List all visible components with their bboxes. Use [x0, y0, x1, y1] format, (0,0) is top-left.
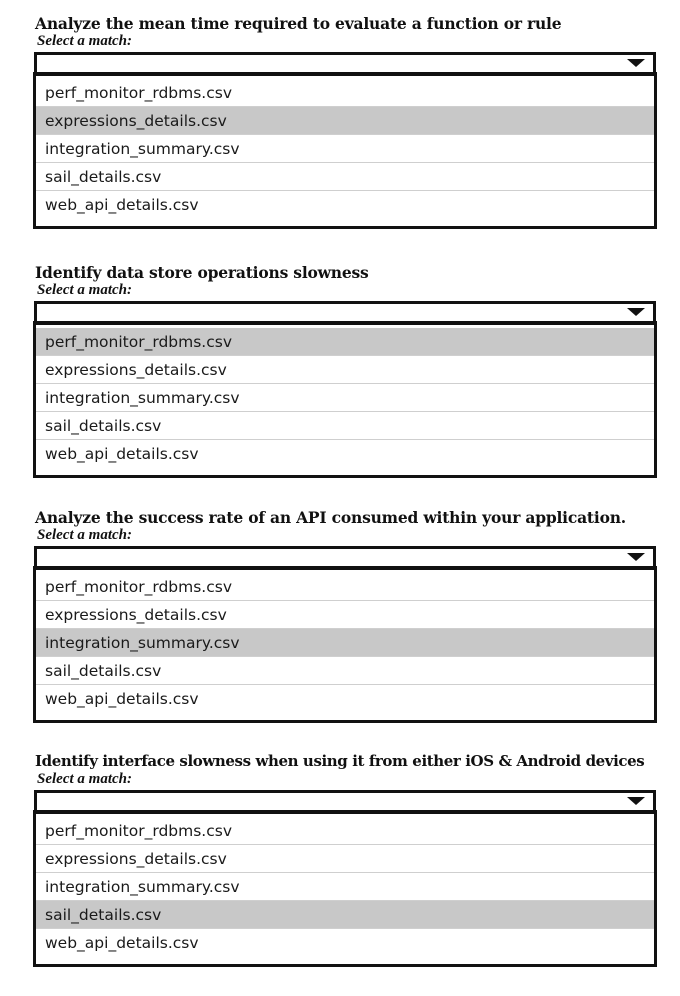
option-expressions-details[interactable]: expressions_details.csv	[36, 845, 654, 873]
options-list	[33, 321, 657, 478]
option-integration-summary[interactable]: integration_summary.csv	[36, 384, 654, 412]
chevron-down-icon[interactable]	[627, 797, 645, 805]
select-match-label: Select a match:	[37, 33, 132, 49]
option-sail-details[interactable]: sail_details.csv	[36, 901, 654, 929]
option-sail-details[interactable]: sail_details.csv	[36, 657, 654, 685]
option-web-api-details[interactable]: web_api_details.csv	[45, 690, 199, 708]
option-web-api-details[interactable]: web_api_details.csv	[45, 196, 199, 214]
option-perf-monitor-rdbms[interactable]: perf_monitor_rdbms.csv	[36, 328, 654, 356]
select-match-label: Select a match:	[37, 771, 132, 787]
options-list	[33, 566, 657, 723]
option-sail-details[interactable]: sail_details.csv	[36, 412, 654, 440]
option-integration-summary[interactable]: integration_summary.csv	[36, 135, 654, 163]
option-expressions-details[interactable]: expressions_details.csv	[36, 107, 654, 135]
chevron-down-icon[interactable]	[627, 553, 645, 561]
select-match-label: Select a match:	[37, 282, 132, 298]
question-title: Analyze the success rate of an API consumed within your application.	[35, 508, 626, 527]
option-perf-monitor-rdbms[interactable]: perf_monitor_rdbms.csv	[36, 817, 654, 845]
option-expressions-details[interactable]: expressions_details.csv	[36, 601, 654, 629]
option-web-api-details[interactable]: web_api_details.csv	[45, 445, 199, 463]
option-sail-details[interactable]: sail_details.csv	[36, 163, 654, 191]
option-expressions-details[interactable]: expressions_details.csv	[36, 356, 654, 384]
question-title: Identify interface slowness when using it from either iOS & Android devices	[35, 752, 645, 770]
option-integration-summary[interactable]: integration_summary.csv	[36, 873, 654, 901]
options-list	[33, 810, 657, 967]
select-match-label: Select a match:	[37, 527, 132, 543]
options-list	[33, 72, 657, 229]
chevron-down-icon[interactable]	[627, 308, 645, 316]
option-perf-monitor-rdbms[interactable]: perf_monitor_rdbms.csv	[36, 79, 654, 107]
option-perf-monitor-rdbms[interactable]: perf_monitor_rdbms.csv	[36, 573, 654, 601]
question-title: Analyze the mean time required to evaluate a function or rule	[35, 14, 562, 33]
option-web-api-details[interactable]: web_api_details.csv	[45, 934, 199, 952]
chevron-down-icon[interactable]	[627, 59, 645, 67]
option-integration-summary[interactable]: integration_summary.csv	[36, 629, 654, 657]
question-title: Identify data store operations slowness	[35, 263, 369, 282]
